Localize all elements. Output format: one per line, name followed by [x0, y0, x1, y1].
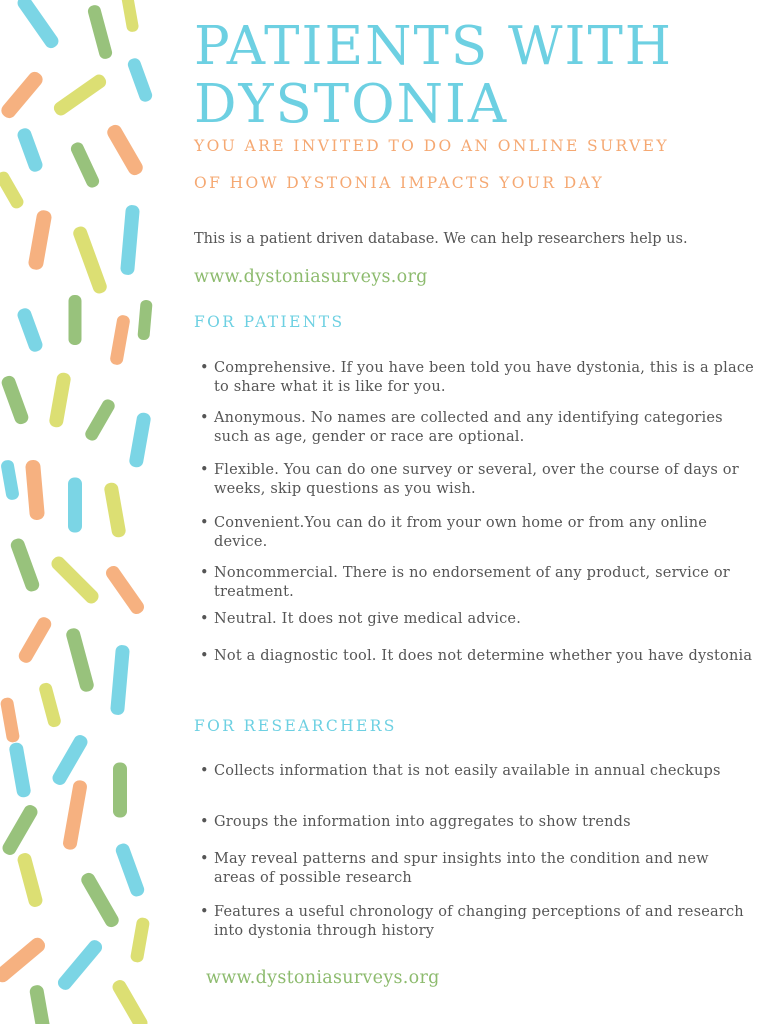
brushstroke	[27, 209, 52, 271]
patients-list-item: • Noncommercial. There is no endorsement of any product, service or treatment.	[194, 564, 754, 601]
brushstroke	[48, 372, 71, 429]
brushstroke	[71, 225, 108, 296]
patients-list-item: • Flexible. You can do one survey or several, over the course of days or weeks, skip questions as you wish.	[194, 461, 754, 498]
brushstroke	[55, 938, 104, 993]
brushstroke	[9, 537, 41, 593]
brushstroke	[110, 645, 130, 716]
researchers-list-item: • May reveal patterns and spur insights into the condition and new areas of possible research	[194, 850, 754, 887]
brushstroke	[0, 69, 45, 121]
brushstroke	[79, 871, 121, 930]
brushstroke	[29, 984, 51, 1024]
brushstroke	[130, 917, 151, 964]
subtitle-line-1: YOU ARE INVITED TO DO AN ONLINE SURVEY	[194, 137, 669, 155]
brushstroke	[49, 554, 101, 606]
brushstroke	[103, 482, 126, 539]
brushstroke	[25, 459, 45, 520]
patients-heading: FOR PATIENTS	[194, 313, 345, 331]
brushstroke-svg	[0, 0, 165, 1024]
brushstroke	[121, 0, 140, 33]
brushstroke	[50, 733, 90, 788]
researchers-heading: FOR RESEARCHERS	[194, 717, 397, 735]
brushstroke	[16, 126, 45, 173]
website-link-bottom[interactable]: www.dystoniasurveys.org	[206, 968, 440, 988]
brushstroke	[0, 803, 40, 858]
brushstroke	[51, 72, 108, 118]
brushstroke	[113, 763, 127, 818]
brushstroke	[110, 978, 150, 1024]
brushstroke	[0, 459, 20, 501]
researchers-list-item: • Collects information that is not easily available in annual checkups	[194, 762, 754, 781]
researchers-list-item: • Features a useful chronology of changing perceptions of and research into dystonia through history	[194, 903, 754, 940]
brushstroke	[69, 141, 101, 190]
brushstroke	[0, 935, 48, 985]
brushstroke	[105, 122, 145, 177]
brushstroke	[120, 205, 140, 276]
brushstroke	[83, 397, 117, 442]
website-link-top[interactable]: www.dystoniasurveys.org	[194, 267, 428, 287]
brushstroke	[65, 627, 95, 693]
brushstroke	[87, 4, 114, 60]
patients-list-item: • Not a diagnostic tool. It does not determine whether you have dystonia	[194, 647, 754, 666]
brushstroke	[68, 478, 82, 533]
brushstroke	[62, 779, 88, 850]
decorative-brushstroke-pattern	[0, 0, 165, 1024]
patients-list-item: • Comprehensive. If you have been told you have dystonia, this is a place to share what it is like for you.	[194, 359, 754, 396]
subtitle-line-2: OF HOW DYSTONIA IMPACTS YOUR DAY	[194, 174, 605, 192]
intro-text: This is a patient driven database. We can help researchers help us.	[194, 231, 688, 247]
brushstroke	[114, 842, 146, 898]
brushstroke	[128, 412, 151, 469]
page-title: PATIENTS WITH DYSTONIA	[194, 16, 674, 135]
brushstroke	[0, 374, 30, 426]
brushstroke	[16, 852, 44, 909]
brushstroke	[0, 169, 26, 210]
researchers-list-item: • Groups the information into aggregates to show trends	[194, 813, 754, 832]
brushstroke	[103, 563, 146, 616]
patients-list-item: • Convenient.You can do it from your own home or from any online device.	[194, 514, 754, 551]
brushstroke	[69, 295, 82, 345]
brushstroke	[38, 682, 62, 729]
brushstroke	[16, 306, 45, 353]
brushstroke	[137, 300, 152, 341]
brushstroke	[0, 697, 20, 744]
brushstroke	[16, 615, 53, 665]
brushstroke	[126, 57, 154, 104]
patients-list-item: • Neutral. It does not give medical advice.	[194, 610, 754, 629]
patients-list-item: • Anonymous. No names are collected and any identifying categories such as age, gender or race are optional.	[194, 409, 754, 446]
brushstroke	[8, 742, 31, 799]
brushstroke	[109, 314, 130, 365]
brushstroke	[15, 0, 61, 51]
